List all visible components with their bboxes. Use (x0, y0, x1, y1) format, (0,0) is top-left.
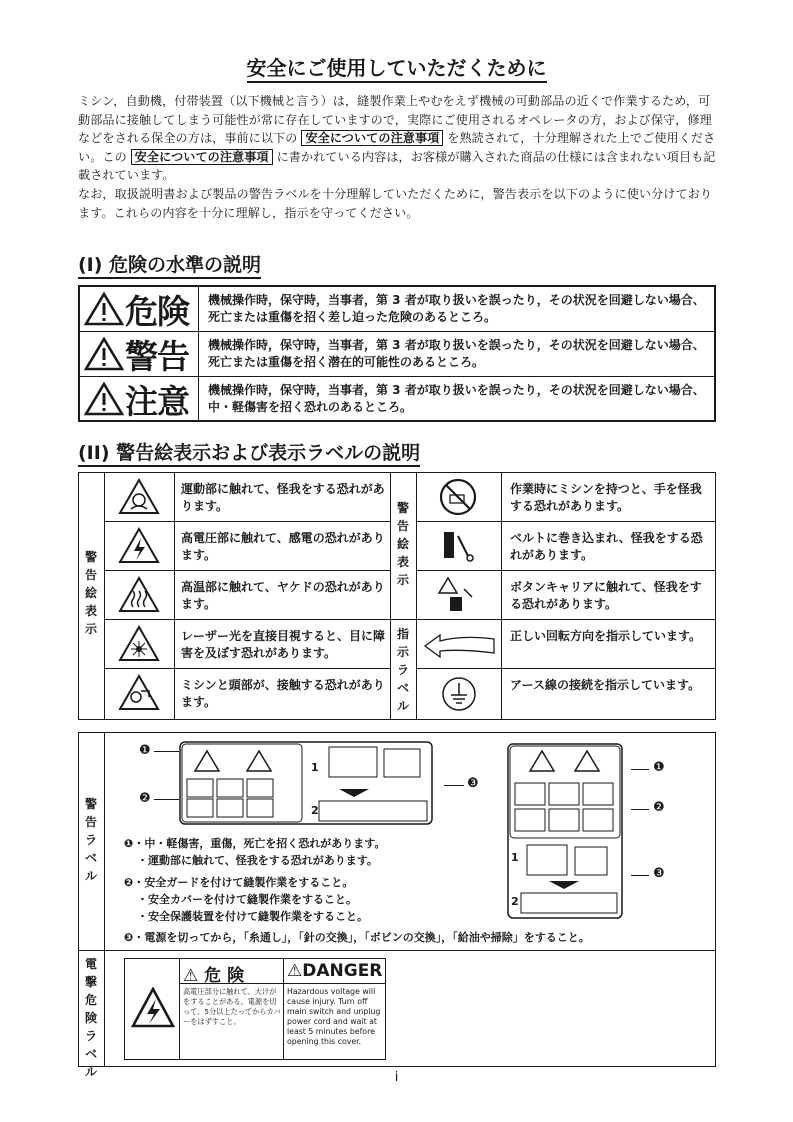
warning-triangle-icon (84, 292, 124, 326)
label-note: ・安全保護装置を付けて縫製作業をすること。 (137, 910, 368, 923)
pictogram-desc: 作業時にミシンを持つと、手を怪我する恐れがあります。 (510, 482, 702, 513)
section-2-heading: (II) 警告絵表示および表示ラベルの説明 (78, 438, 420, 465)
danger-jp-body: 高電圧部分に触れて、大けがをすることがある。電源を切って、5分以上たってからカバーをはずすこと。 (183, 987, 281, 1026)
marker-1: ❶ (653, 760, 665, 775)
pictogram-desc: ミシンと頭部が、接触する恐れがあります。 (181, 678, 385, 709)
electric-shock-label (124, 958, 386, 1060)
indication-side-label: 指示ラベル (396, 627, 409, 713)
warning-label-table (78, 732, 716, 1079)
label-note: ❶・中・軽傷害，重傷，死亡を招く恐れがあります。 (124, 837, 386, 850)
pictogram-desc: レーザー光を直接目視すると、目に障害を及ぼす恐れがあります。 (181, 629, 386, 660)
danger-jp-heading: ⚠ 危 険 (183, 966, 245, 986)
warning-label-drawing-vertical (507, 743, 623, 919)
level-description: 機械操作時，保守時，当事者，第 3 者が取り扱いを誤ったり，その状況を回避しない場合、死亡または重傷を招く潜在的可能性のあるところ。 (208, 338, 705, 369)
moving-parts-icon (117, 477, 161, 517)
step-1: 1 (511, 851, 519, 864)
label-note: ❷・安全ガードを付けて縫製作業をすること。 (124, 876, 354, 889)
boxed-term: 安全についての注意事項 (131, 149, 273, 165)
head-contact-icon (117, 673, 161, 713)
pictogram-desc: 高電圧部に触れて、感電の恐れがあります。 (181, 531, 385, 562)
caution-row (80, 377, 714, 421)
pictogram-desc: ボタンキャリアに触れて、怪我をする恐れがあります。 (510, 580, 702, 611)
no-hold-machine-icon (436, 477, 480, 517)
step-1: 1 (311, 761, 319, 774)
indication-desc: アース線の接続を指示しています。 (510, 678, 701, 692)
danger-row (80, 287, 714, 332)
section-1-heading: (I) 危険の水準の説明 (78, 250, 261, 277)
danger-level-table (78, 285, 716, 422)
marker-2: ❷ (653, 800, 665, 815)
page-number: i (394, 1070, 399, 1085)
pictogram-table (78, 472, 716, 720)
level-label: 警告 (125, 336, 189, 376)
label-note: ❸・電源を切ってから，「糸通し」，「針の交換」，「ボビンの交換」，「給油や掃除」をすること。 (124, 931, 590, 944)
danger-en-body: Hazardous voltage will cause injury. Turn off main switch and unplug power cord and wait at least 5 minutes before opening this cover. (287, 987, 381, 1046)
hot-surface-icon (117, 575, 161, 615)
page-title: 安全にご使用していただくために (0, 52, 793, 81)
electric-shock-icon (131, 987, 175, 1029)
marker-3: ❸ (467, 776, 479, 791)
warning-triangle-icon (84, 382, 124, 416)
belt-entanglement-icon (436, 526, 480, 566)
label-note: ・運動部に触れて、怪我をする恐れがあります。 (137, 854, 378, 867)
indication-desc: 正しい回転方向を指示しています。 (510, 629, 702, 643)
danger-en-heading: ⚠DANGER (287, 961, 383, 981)
warning-triangle-icon (84, 337, 124, 371)
marker-1: ❶ (139, 743, 151, 758)
high-voltage-icon (117, 526, 161, 566)
rotation-direction-icon (422, 629, 497, 663)
marker-3: ❸ (653, 866, 665, 881)
step-2: 2 (311, 804, 319, 817)
level-description: 機械操作時，保守時，当事者，第 3 者が取り扱いを誤ったり，その状況を回避しない場合、中・軽傷害を招く恐れのあるところ。 (208, 383, 705, 414)
warning-label-side-label: 警告ラベル (84, 797, 97, 883)
marker-2: ❷ (139, 791, 151, 806)
pictogram-desc: ベルトに巻き込まれ、怪我をする恐れがあります。 (510, 531, 703, 562)
button-carrier-icon (436, 575, 480, 615)
label-note: ・安全カバーを付けて縫製作業をすること。 (137, 893, 357, 906)
intro-text: ミシン，自動機，付帯装置（以下機械と言う）は，縫製作業上やむをえず機械の可動部品の近くで作業するため，可動部品に接触してしまう可能性が常に存在していますので，実際にご使用されるオペレータの方，および保守，修理などをされる保全の方は，事前に以下の 安全についての注意事項 を熟読されて，十分理解された上でご使用ください。この 安全についての注意事項 に書かれている内容は，お客様が購入された商品の仕様には含まれない項目も記載されています。 なお，取扱説明書および製品の警告ラベルを十分理解していただくために，警告表示を以下のように使い分けております。これらの内容を十分に理解し，指示を守ってください。 (78, 94, 716, 220)
shock-label-side-label: 電撃危険ラベル (84, 957, 97, 1079)
pictogram-side-label: 警告絵表示 (84, 550, 97, 636)
pictogram-side-label: 警告絵表示 (396, 501, 409, 587)
pictogram-desc: 運動部に触れて、怪我をする恐れがあります。 (181, 482, 385, 513)
pictogram-desc: 高温部に触れて、ヤケドの恐れがあります。 (181, 580, 385, 611)
boxed-term: 安全についての注意事項 (301, 130, 443, 146)
laser-icon (117, 624, 161, 664)
level-description: 機械操作時，保守時，当事者，第 3 者が取り扱いを誤ったり，その状況を回避しない場合、死亡または重傷を招く差し迫った危険のあるところ。 (208, 293, 705, 324)
earth-ground-icon (440, 675, 478, 713)
warning-row (80, 332, 714, 377)
step-2: 2 (511, 895, 519, 908)
level-label: 注意 (125, 381, 189, 421)
level-label: 危険 (125, 291, 189, 331)
warning-label-drawing (179, 741, 434, 825)
